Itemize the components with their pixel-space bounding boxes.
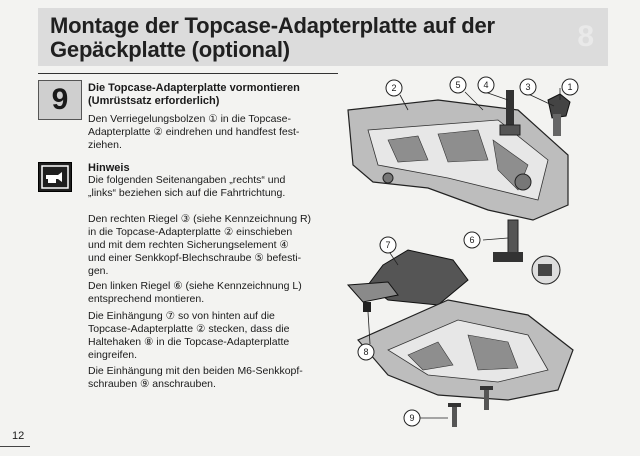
p3-line1: Den linken Riegel ⑥ (siehe Kennzeichnung L): [88, 280, 302, 292]
p2-line1: Den rechten Riegel ③ (siehe Kennzeichnung R): [88, 213, 312, 225]
svg-text:9: 9: [409, 413, 415, 423]
p2-line2: in die Topcase-Adapterplatte ② einschieben: [88, 226, 293, 238]
p4-line3: Haltehaken ⑧ in die Topcase-Adapterplatte: [88, 336, 290, 348]
callout-1: [562, 79, 578, 95]
note-text: [88, 174, 326, 200]
left-latch-part: [493, 220, 523, 262]
instruction-paragraph-1: [88, 113, 326, 152]
instruction-paragraph-4: [88, 310, 326, 362]
svg-text:5: 5: [455, 80, 461, 90]
p1-line3: ziehen.: [88, 139, 122, 151]
svg-text:8: 8: [363, 347, 369, 357]
p4-line2: Topcase-Adapterplatte ② stecken, dass die: [88, 323, 290, 335]
callout-7: [380, 237, 396, 253]
p4-line1: Die Einhängung ⑦ so von hinten auf die: [88, 310, 275, 322]
step-title-line2: (Umrüstsatz erforderlich): [88, 95, 220, 107]
note-hand-icon: [38, 162, 72, 192]
instruction-paragraph-5: [88, 365, 326, 391]
p5-line1: Die Einhängung mit den beiden M6-Senkkopf-: [88, 365, 303, 377]
step-title-line1: Die Topcase-Adapterplatte vormontieren: [88, 82, 300, 94]
callout-4: [478, 77, 494, 93]
p4-line4: eingreifen.: [88, 349, 138, 361]
adapter-plate-bottom: [358, 300, 573, 400]
step-number-badge: 9: [38, 80, 82, 120]
adapter-plate-top: [348, 100, 568, 220]
callout-8: [358, 344, 374, 360]
instruction-paragraph-3: [88, 280, 326, 306]
p5-line2: schrauben ⑨ anschrauben.: [88, 378, 216, 390]
svg-text:6: 6: [469, 235, 475, 245]
detail-inset: [532, 256, 560, 284]
page-title-line2: Gepäckplatte (optional): [50, 37, 290, 62]
page-number: 12: [12, 430, 25, 442]
svg-text:7: 7: [385, 240, 391, 250]
p1-line2: Adapterplatte ② eindrehen und handfest fest-: [88, 126, 300, 138]
callout-9: [404, 410, 420, 426]
section-divider: [38, 73, 338, 74]
instruction-paragraph-2: [88, 213, 326, 278]
note-title: Hinweis: [88, 162, 130, 174]
svg-text:4: 4: [483, 80, 489, 90]
page-title: [50, 14, 495, 62]
page-title-line1: Montage der Topcase-Adapterplatte auf der: [50, 13, 495, 38]
header-page-digit: 8: [577, 20, 594, 53]
assembly-illustration: [328, 70, 628, 442]
header-band: [38, 8, 608, 66]
page-number-rule: [0, 446, 30, 447]
callout-3: [520, 79, 536, 95]
svg-text:1: 1: [567, 82, 573, 92]
p2-line4: und einer Senkkopf-Blechschraube ⑤ befesti-: [88, 252, 302, 264]
callout-6: [464, 232, 480, 248]
note-line2: „links“ beziehen sich auf die Fahrtrichtung.: [88, 187, 286, 199]
callout-5: [450, 77, 466, 93]
callout-2: [386, 80, 402, 96]
svg-text:3: 3: [525, 82, 531, 92]
step-title: [88, 82, 328, 108]
p3-line2: entsprechend montieren.: [88, 293, 205, 305]
note-line1: Die folgenden Seitenangaben „rechts“ und: [88, 174, 286, 186]
svg-text:2: 2: [391, 83, 397, 93]
p2-line5: gen.: [88, 265, 109, 277]
p1-line1: Den Verriegelungsbolzen ① in die Topcase-: [88, 113, 292, 125]
p2-line3: und mit dem rechten Sicherungselement ④: [88, 239, 289, 251]
